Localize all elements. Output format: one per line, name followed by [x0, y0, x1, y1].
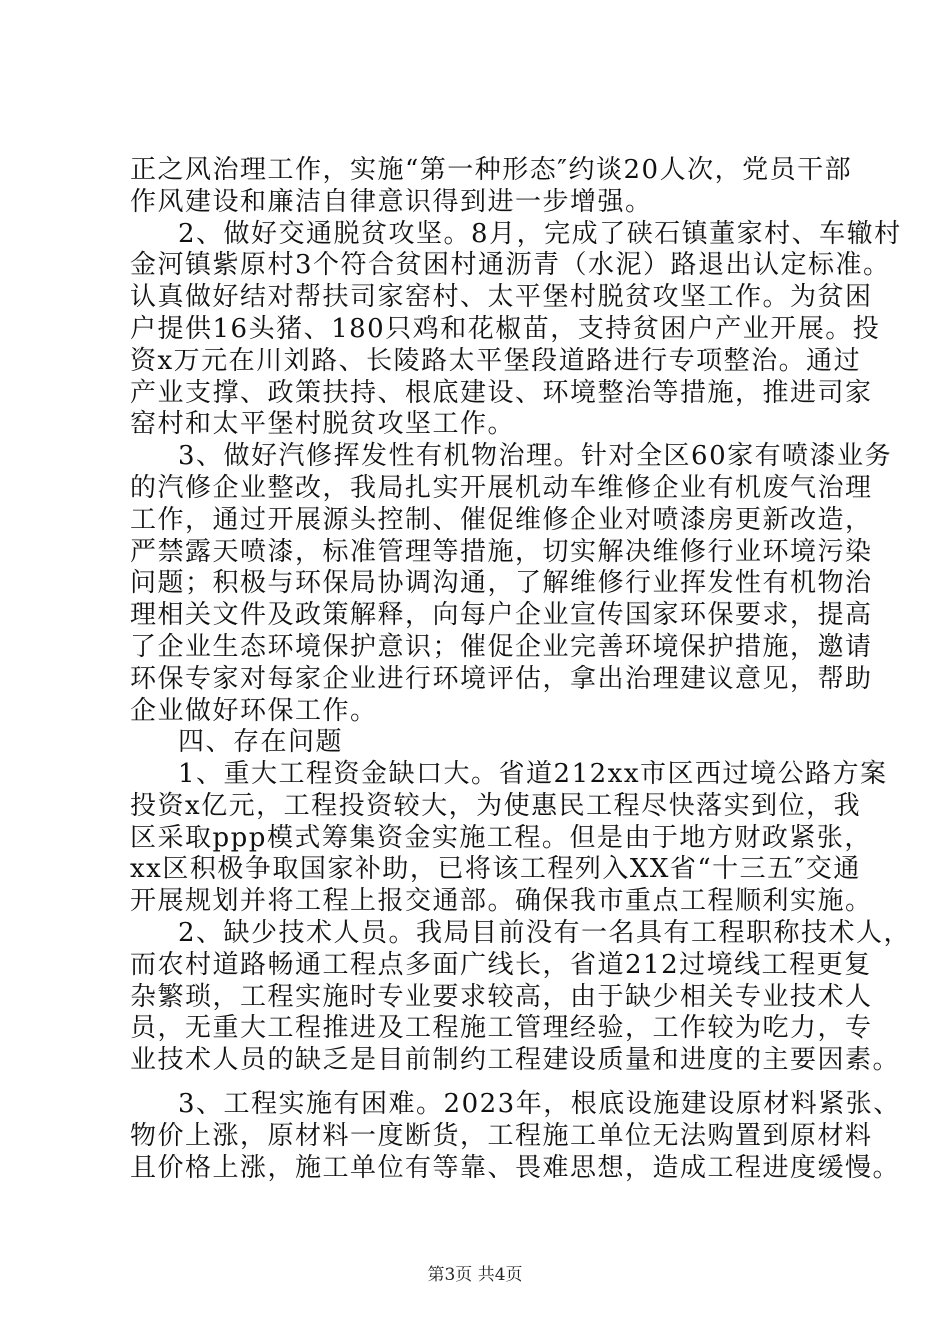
text-line: 金河镇紫原村3个符合贫困村通沥青（水泥）路退出认定标准。 [130, 250, 891, 280]
text-line: 区采取ppp模式筹集资金实施工程。但是由于地方财政紧张， [130, 823, 872, 853]
text-line: 而农村道路畅通工程点多面广线长，省道212过境线工程更复 [130, 950, 872, 980]
text-line: 正之风治理工作，实施“第一种形态″约谈20人次，党员干部 [130, 155, 853, 185]
text-line: 企业做好环保工作。 [130, 696, 378, 726]
page-number-footer: 第3页 共4页 [427, 1265, 523, 1285]
text-line: 严禁露天喷漆，标准管理等措施，切实解决维修行业环境污染 [130, 537, 873, 567]
text-line: 环保专家对每家企业进行环境评估，拿出治理建议意见，帮助 [130, 664, 873, 694]
text-line: 了企业生态环境保护意识；催促企业完善环境保护措施，邀请 [130, 632, 873, 662]
text-line: 且价格上涨，施工单位有等靠、畏难思想，造成工程进度缓慢。 [130, 1153, 901, 1183]
text-line: 3、工程实施有困难。2023年，根底设施建设原材料紧张、 [178, 1089, 901, 1119]
text-line: xx区积极争取国家补助，已将该工程列入XX省“十三五″交通 [130, 854, 861, 884]
text-line: 投资x亿元，工程投资较大，为使惠民工程尽快落实到位，我 [130, 791, 862, 821]
text-line: 的汽修企业整改，我局扎实开展机动车维修企业有机废气治理 [130, 473, 873, 503]
text-line: 资x万元在川刘路、长陵路太平堡段道路进行专项整治。通过 [130, 346, 862, 376]
text-line: 工作，通过开展源头控制、催促维修企业对喷漆房更新改造， [130, 505, 873, 535]
text-line: 开展规划并将工程上报交通部。确保我市重点工程顺利实施。 [130, 886, 873, 916]
text-line: 员，无重大工程推进及工程施工管理经验，工作较为吃力，专 [130, 1013, 873, 1043]
text-line: 业技术人员的缺乏是目前制约工程建设质量和进度的主要因素。 [130, 1045, 901, 1075]
text-line: 作风建设和廉洁自律意识得到进一步增强。 [130, 187, 653, 217]
text-line: 物价上涨，原材料一度断货，工程施工单位无法购置到原材料 [130, 1121, 873, 1151]
text-line: 杂繁琐，工程实施时专业要求较高，由于缺少相关专业技术人 [130, 982, 873, 1012]
text-line: 2、缺少技术人员。我局目前没有一名具有工程职称技术人， [178, 918, 912, 948]
section-heading: 四、存在问题 [178, 727, 344, 757]
text-line: 窑村和太平堡村脱贫攻坚工作。 [130, 409, 516, 439]
text-line: 户提供16头猪、180只鸡和花椒苗，支持贫困户产业开展。投 [130, 314, 881, 344]
text-line: 3、做好汽修挥发性有机物治理。针对全区60家有喷漆业务 [178, 441, 893, 471]
text-line: 认真做好结对帮扶司家窑村、太平堡村脱贫攻坚工作。为贫困 [130, 282, 873, 312]
text-line: 1、重大工程资金缺口大。省道212xx市区西过境公路方案 [178, 759, 888, 789]
text-line: 2、做好交通脱贫攻坚。8月，完成了硖石镇董家村、车辙村 [178, 219, 902, 249]
text-line: 产业支撑、政策扶持、根底建设、环境整治等措施，推进司家 [130, 378, 873, 408]
text-line: 问题；积极与环保局协调沟通，了解维修行业挥发性有机物治 [130, 568, 873, 598]
text-line: 理相关文件及政策解释，向每户企业宣传国家环保要求，提高 [130, 600, 873, 630]
